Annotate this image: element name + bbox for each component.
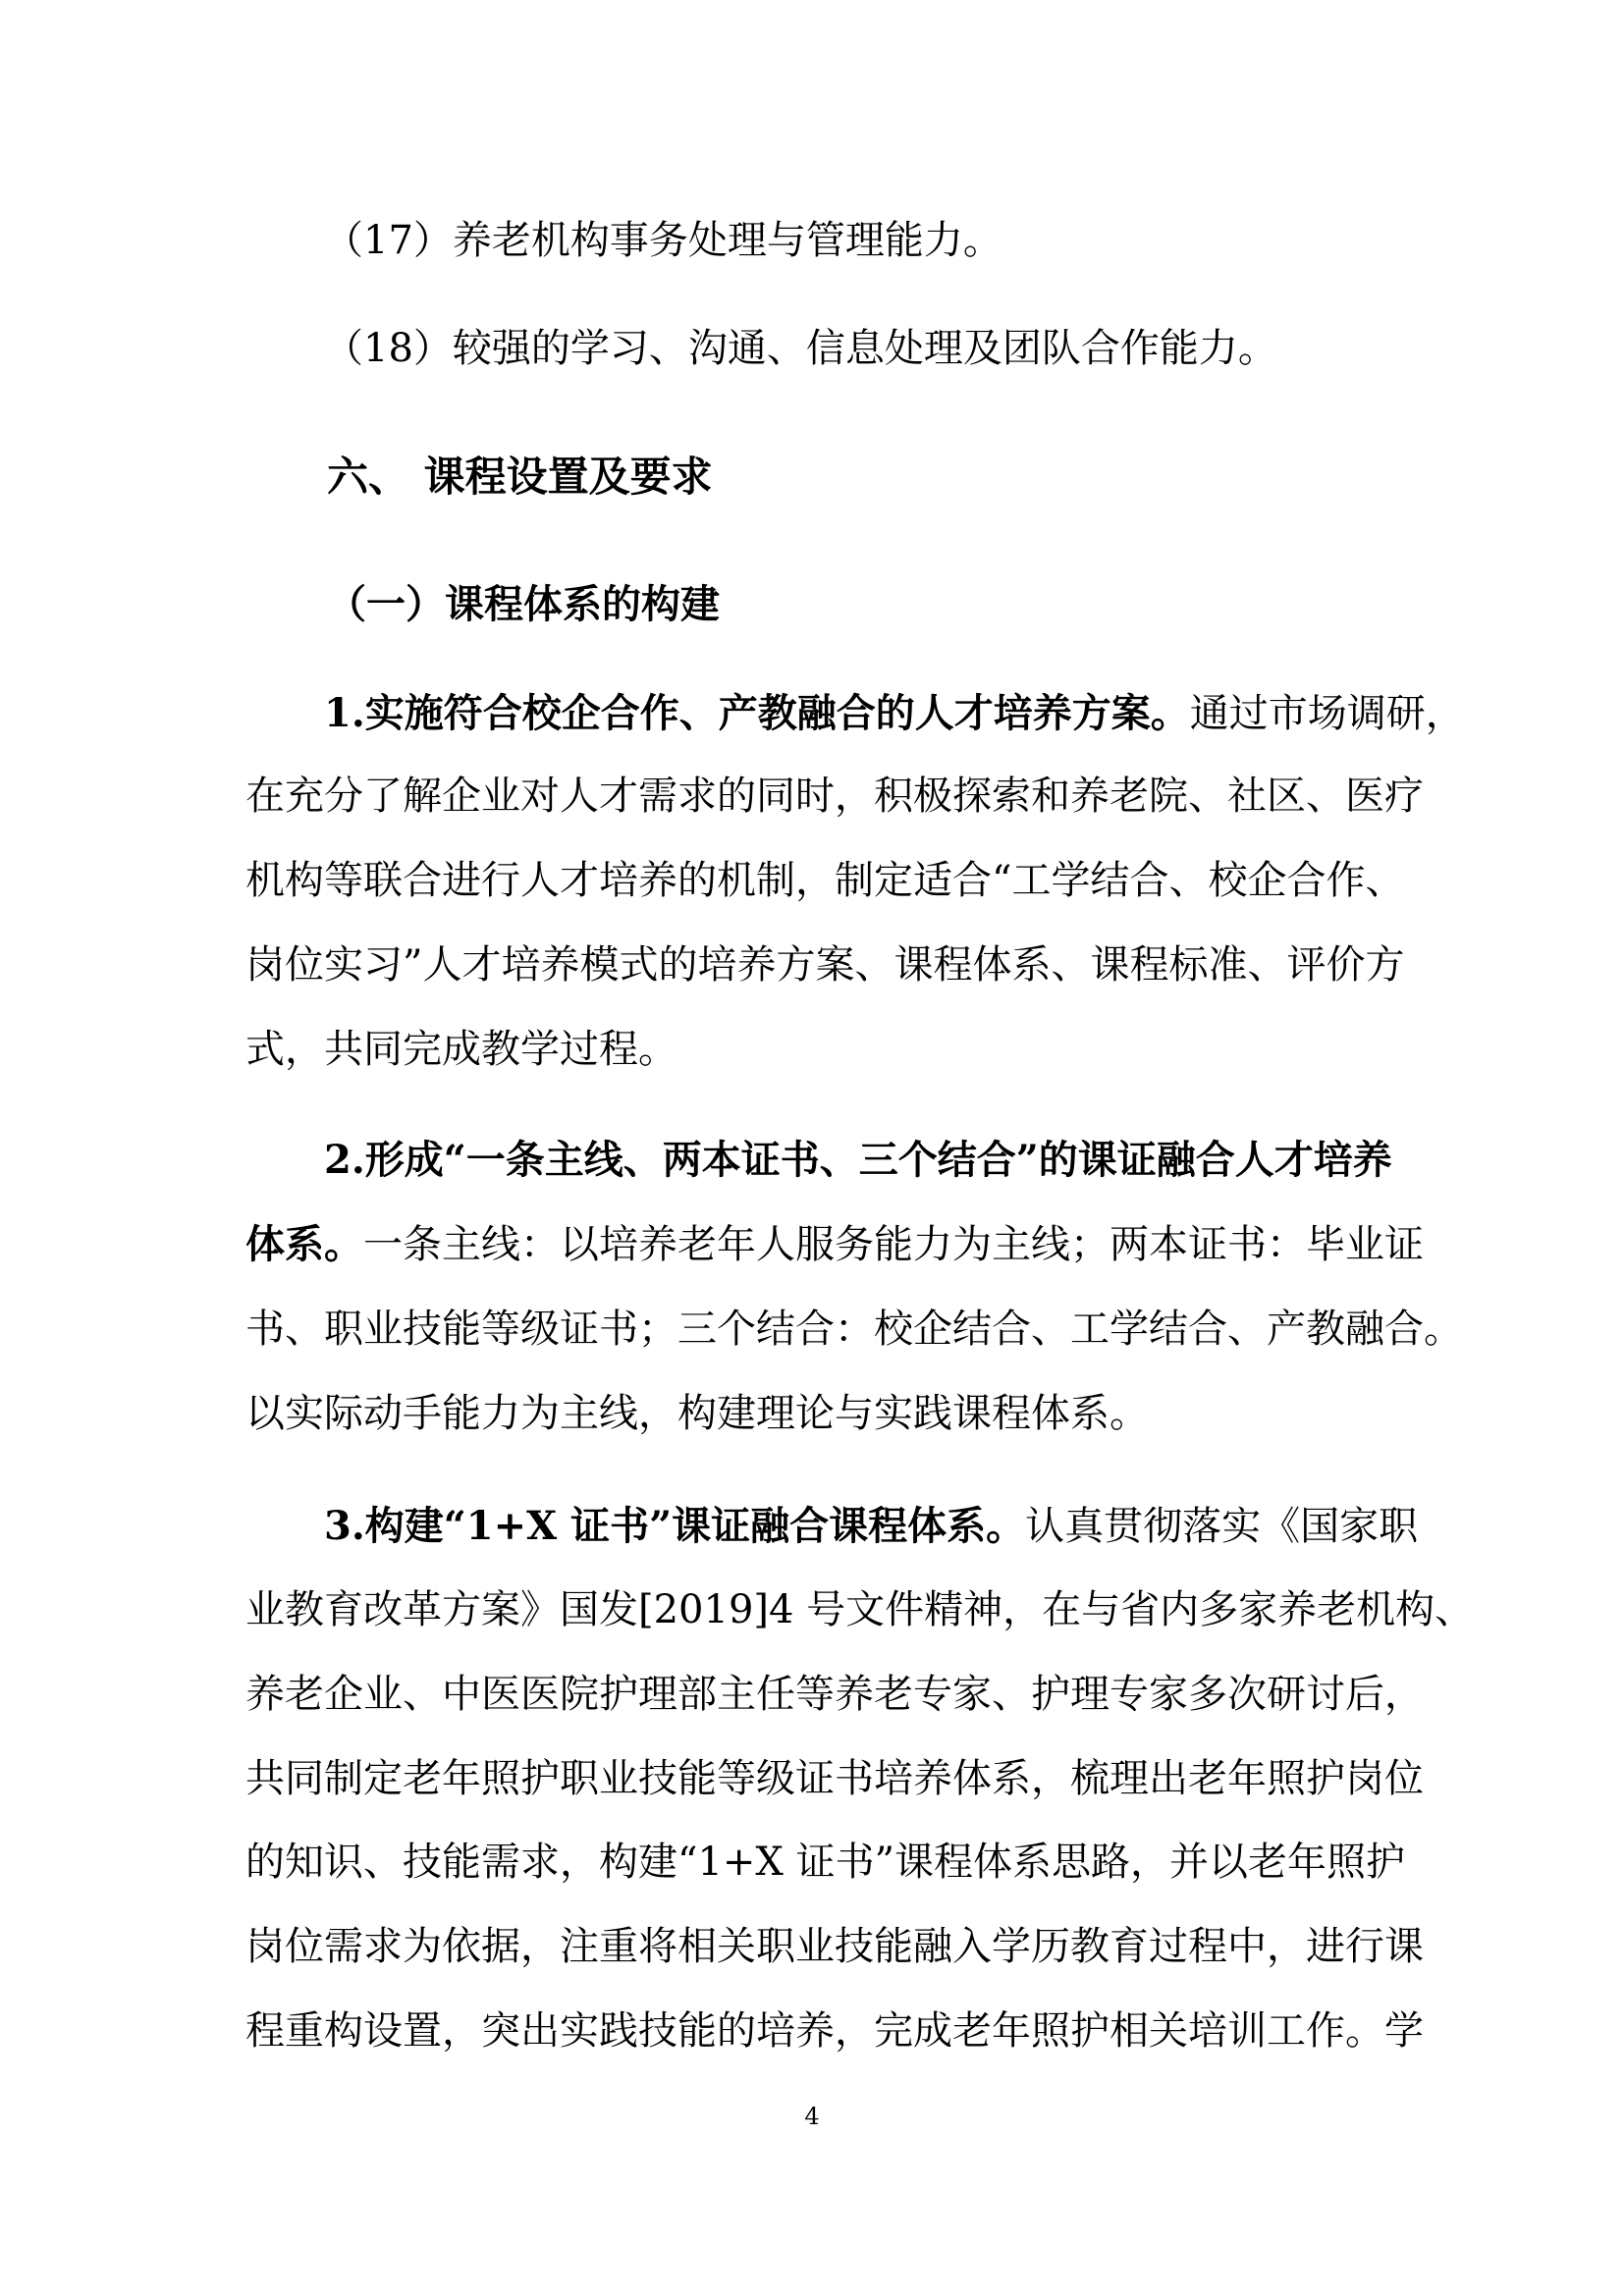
- paragraph-3-line-3: 养老企业、中医医院护理部主任等养老专家、护理专家多次研讨后，: [245, 1672, 1424, 1717]
- paragraph-1-line-5: 式，共同完成教学过程。: [245, 1027, 677, 1072]
- page-number: 4: [804, 2103, 820, 2130]
- paragraph-1-lead: 1.实施符合校企合作、产教融合的人才培养方案。: [324, 690, 1190, 736]
- paragraph-2-lead-rest: 一条主线：以培养老年人服务能力为主线；两本证书：毕业证: [363, 1222, 1424, 1267]
- paragraph-3-line-7: 程重构设置，突出实践技能的培养，完成老年照护相关培训工作。学: [245, 2008, 1424, 2054]
- paragraph-3-lead: 3.构建“1+X 证书”课证融合课程体系。: [324, 1503, 1026, 1549]
- paragraph-2-lead: 体系。: [245, 1221, 363, 1267]
- list-item-18: （18）较强的学习、沟通、信息处理及团队合作能力。: [324, 326, 1277, 371]
- paragraph-3-line-1: [324, 1503, 1418, 1550]
- paragraph-3-line-2: 业教育改革方案》国发[2019]4 号文件精神，在与省内多家养老机构、: [245, 1587, 1475, 1632]
- list-item-17: （17）养老机构事务处理与管理能力。: [324, 218, 1002, 263]
- section-heading: 六、 课程设置及要求: [327, 453, 713, 501]
- paragraph-2-line-4: 以实际动手能力为主线，构建理论与实践课程体系。: [245, 1391, 1149, 1436]
- subsection-heading: （一）课程体系的构建: [327, 582, 720, 627]
- paragraph-3-lead-rest: 认真贯彻落实《国家职: [1025, 1504, 1419, 1549]
- paragraph-1-line-1: [324, 690, 1465, 737]
- paragraph-2-line-3: 书、职业技能等级证书；三个结合：校企结合、工学结合、产教融合。: [245, 1307, 1463, 1352]
- paragraph-1-lead-rest: 通过市场调研，: [1189, 691, 1465, 736]
- paragraph-1-line-4: 岗位实习”人才培养模式的培养方案、课程体系、课程标准、评价方: [245, 942, 1405, 988]
- paragraph-1-line-3: 机构等联合进行人才培养的机制，制定适合“工学结合、校企合作、: [245, 858, 1405, 903]
- paragraph-2-line-1: 2.形成“一条主线、两本证书、三个结合”的课证融合人才培养: [324, 1137, 1392, 1183]
- paragraph-3-line-5: 的知识、技能需求，构建“1+X 证书”课程体系思路，并以老年照护: [245, 1840, 1406, 1885]
- paragraph-3-line-6: 岗位需求为依据，注重将相关职业技能融入学历教育过程中，进行课: [245, 1924, 1424, 1969]
- paragraph-3-line-4: 共同制定老年照护职业技能等级证书培养体系，梳理出老年照护岗位: [245, 1756, 1424, 1801]
- paragraph-1-line-2: 在充分了解企业对人才需求的同时，积极探索和养老院、社区、医疗: [245, 774, 1424, 819]
- paragraph-2-line-2: [245, 1221, 1424, 1268]
